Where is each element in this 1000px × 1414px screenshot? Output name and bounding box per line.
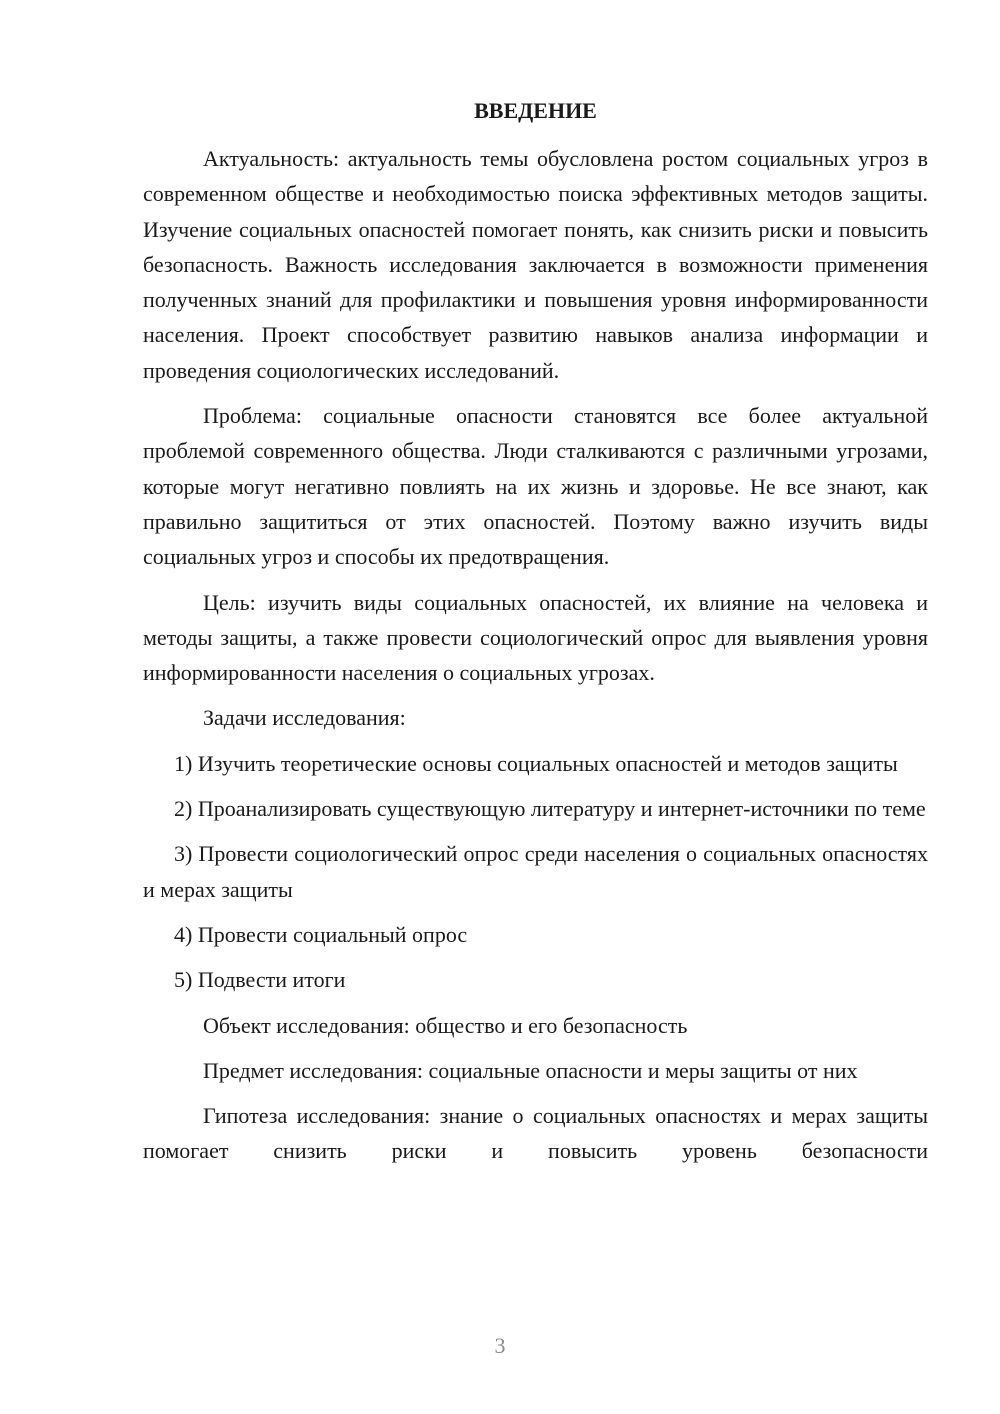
page-number: 3 — [494, 1333, 506, 1358]
section-heading: ВВЕДЕНИЕ — [474, 98, 597, 123]
problem-paragraph: Проблема: социальные опасности становятся все более актуальной проблемой современного общества. Люди сталкиваются с различными угрозами, которые могут негативно повлиять на их жизнь и здоровье. Не все знают, как правильно защититься от этих опасностей. Поэтому важно изучить виды социальных угроз и способы их предотвращения. — [143, 403, 928, 570]
task-item-4: 4) Провести социальный опрос — [174, 921, 468, 947]
task-item-3: 3) Провести социологический опрос среди населения о социальных опасностях и мерах защиты — [143, 841, 928, 902]
task-item-2: 2) Проанализировать существующую литературу и интернет-источники по теме — [174, 796, 926, 822]
task-item-5: 5) Подвести итоги — [174, 967, 346, 993]
research-hypothesis: Гипотеза исследования: знание о социальных опасностях и мерах защиты помогает снизить риски и повысить уровень безопасности — [143, 1103, 928, 1164]
relevance-paragraph: Актуальность: актуальность темы обусловлена ростом социальных угроз в современном обществе и необходимостью поиска эффективных методов защиты. Изучение социальных опасностей помогает понять, как снизить риски и повысить безопасность. Важность исследования заключается в возможности применения полученных знаний для профилактики и повышения уровня информированности населения. Проект способствует развитию навыков анализа информации и проведения социологических исследований. — [143, 146, 928, 383]
goal-paragraph: Цель: изучить виды социальных опасностей, их влияние на человека и методы защиты, а также провести социологический опрос для выявления уровня информированности населения о социальных угрозах. — [143, 589, 928, 686]
task-item-1: 1) Изучить теоретические основы социальных опасностей и методов защиты — [174, 750, 898, 776]
tasks-heading: Задачи исследования: — [203, 705, 406, 731]
research-subject: Предмет исследования: социальные опасности и меры защиты от них — [203, 1057, 858, 1083]
document-page — [143, 94, 928, 1179]
research-object: Объект исследования: общество и его безопасность — [203, 1012, 688, 1038]
